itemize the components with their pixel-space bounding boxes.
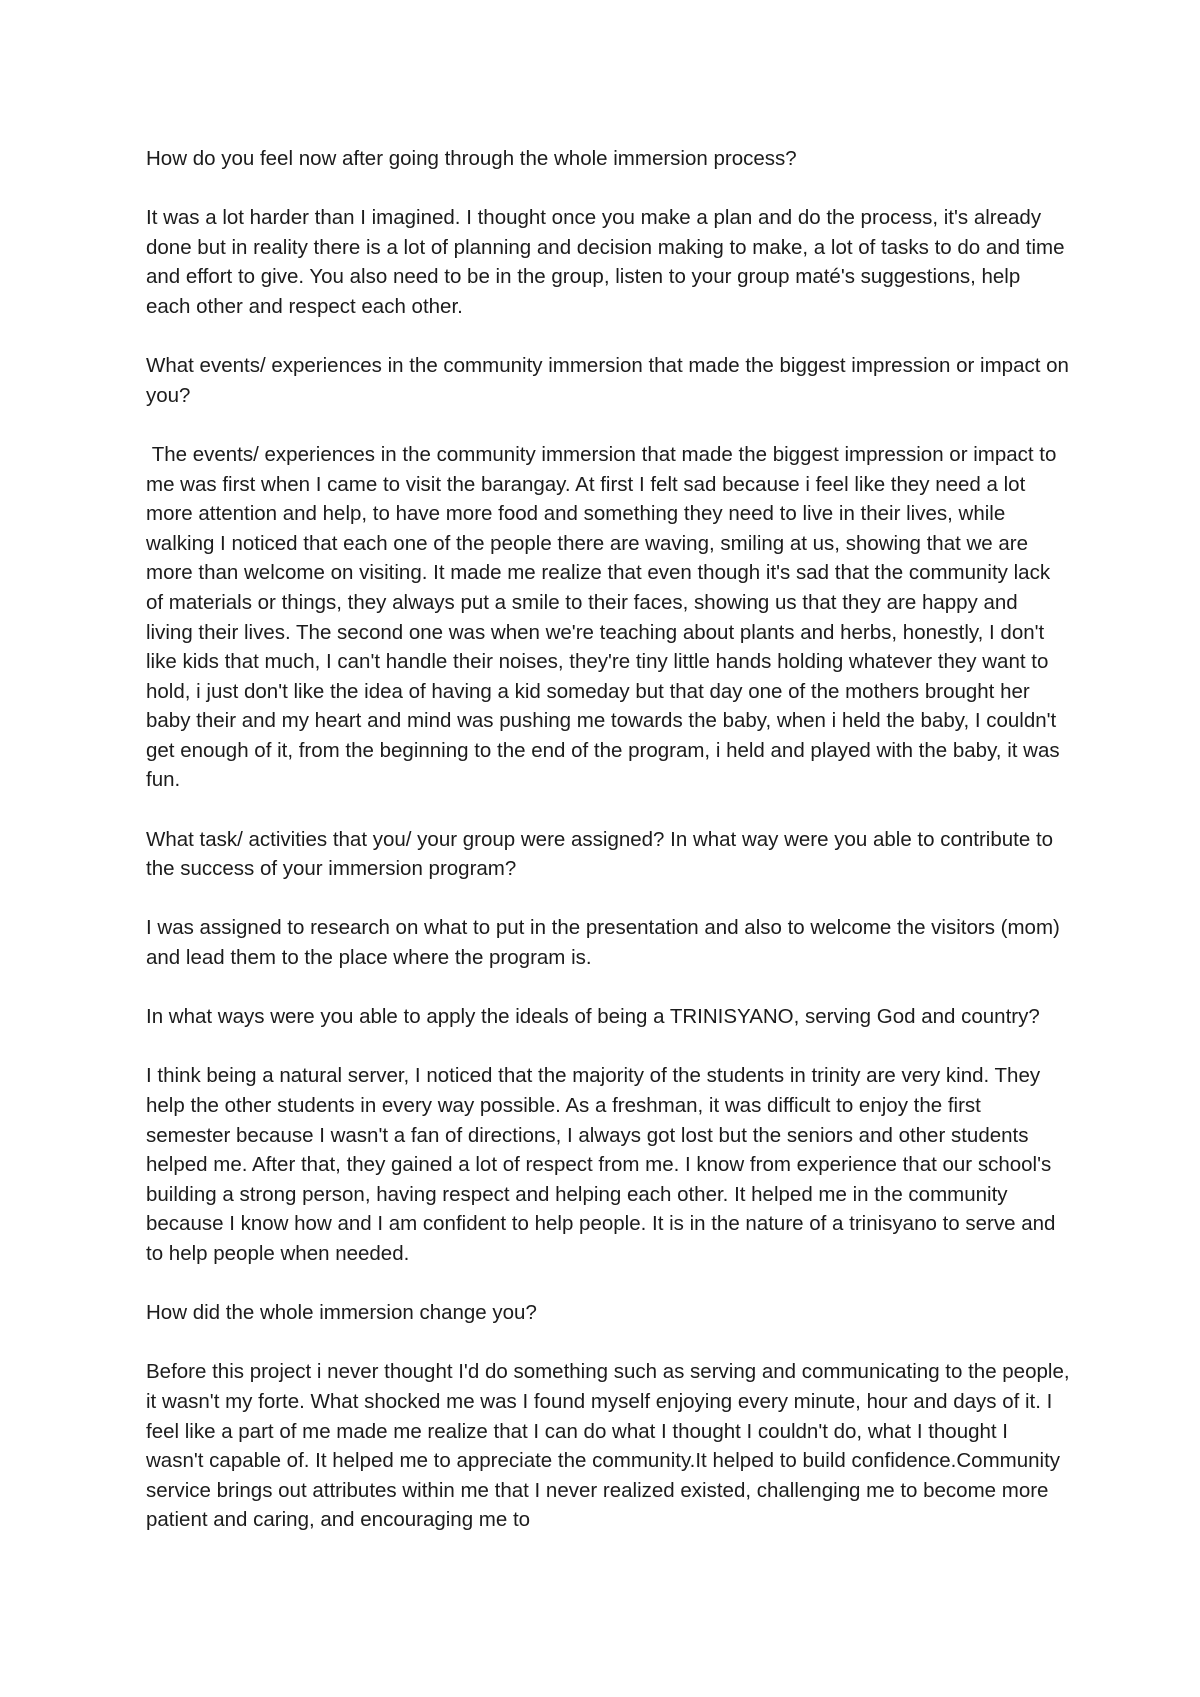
answer-2: The events/ experiences in the community immersion that made the biggest impression or impact to me was first when I came to visit the barangay. At first I felt sad because i feel like they need a lot more attention and help, to have more food and something they need to live in their lives, while walking I noticed that each one of the people there are waving, smiling at us, showing that we are more than welcome on visiting. It made me realize that even though it's sad that the community lack of materials or things, they always put a smile to their faces, showing us that they are happy and living their lives. The second one was when we're teaching about plants and herbs, honestly, I don't like kids that much, I can't handle their noises, they're tiny little hands holding whatever they want to hold, i just don't like the idea of having a kid someday but that day one of the mothers brought her baby their and my heart and mind was pushing me towards the baby, when i held the baby, I couldn't get enough of it, from the beginning to the end of the program, i held and played with the baby, it was fun. xyxy=(146,442,1066,792)
answer-4: I think being a natural server, I noticed that the majority of the students in trinity are very kind. They help the other students in every way possible. As a freshman, it was difficult to enjoy the first semester because I wasn't a fan of directions, I always got lost but the seniors and other students helped me. After that, they gained a lot of respect from me. I know from experience that our school's building a strong person, having respect and helping each other. It helped me in the community because I know how and I am confident to help people. It is in the nature of a trinisyano to serve and to help people when needed. xyxy=(146,1064,1056,1265)
answer-3: I was assigned to research on what to put in the presentation and also to welcome the visitors (mom) and lead them to the place where the program is. xyxy=(146,916,1060,970)
question-5: How did the whole immersion change you? xyxy=(146,1301,537,1325)
document-body xyxy=(146,144,1070,1565)
question-2: What events/ experiences in the community immersion that made the biggest impression or impact on you? xyxy=(146,354,1069,407)
answer-5: Before this project i never thought I'd do something such as serving and communicating to the people, it wasn't my forte. What shocked me was I found myself enjoying every minute, hour and days of it. I feel like a part of me made me realize that I can do what I thought I couldn't do, what I thought I wasn't capable of. It helped me to appreciate the community.It helped to build confidence.Community service brings out attributes within me that I never realized existed, challenging me to become more patient and caring, and encouraging me to xyxy=(146,1360,1070,1532)
question-4: In what ways were you able to apply the ideals of being a TRINISYANO, serving God and country? xyxy=(146,1005,1040,1029)
question-1: How do you feel now after going through the whole immersion process? xyxy=(146,147,797,170)
question-3: What task/ activities that you/ your group were assigned? In what way were you able to contribute to the success of your immersion program? xyxy=(146,827,1054,881)
answer-1: It was a lot harder than I imagined. I thought once you make a plan and do the process, it's already done but in reality there is a lot of planning and decision making to make, a lot of tasks to do and time and effort to give. You also need to be in the group, listen to your group maté's suggestions, help each other and respect each other. xyxy=(146,206,1065,318)
